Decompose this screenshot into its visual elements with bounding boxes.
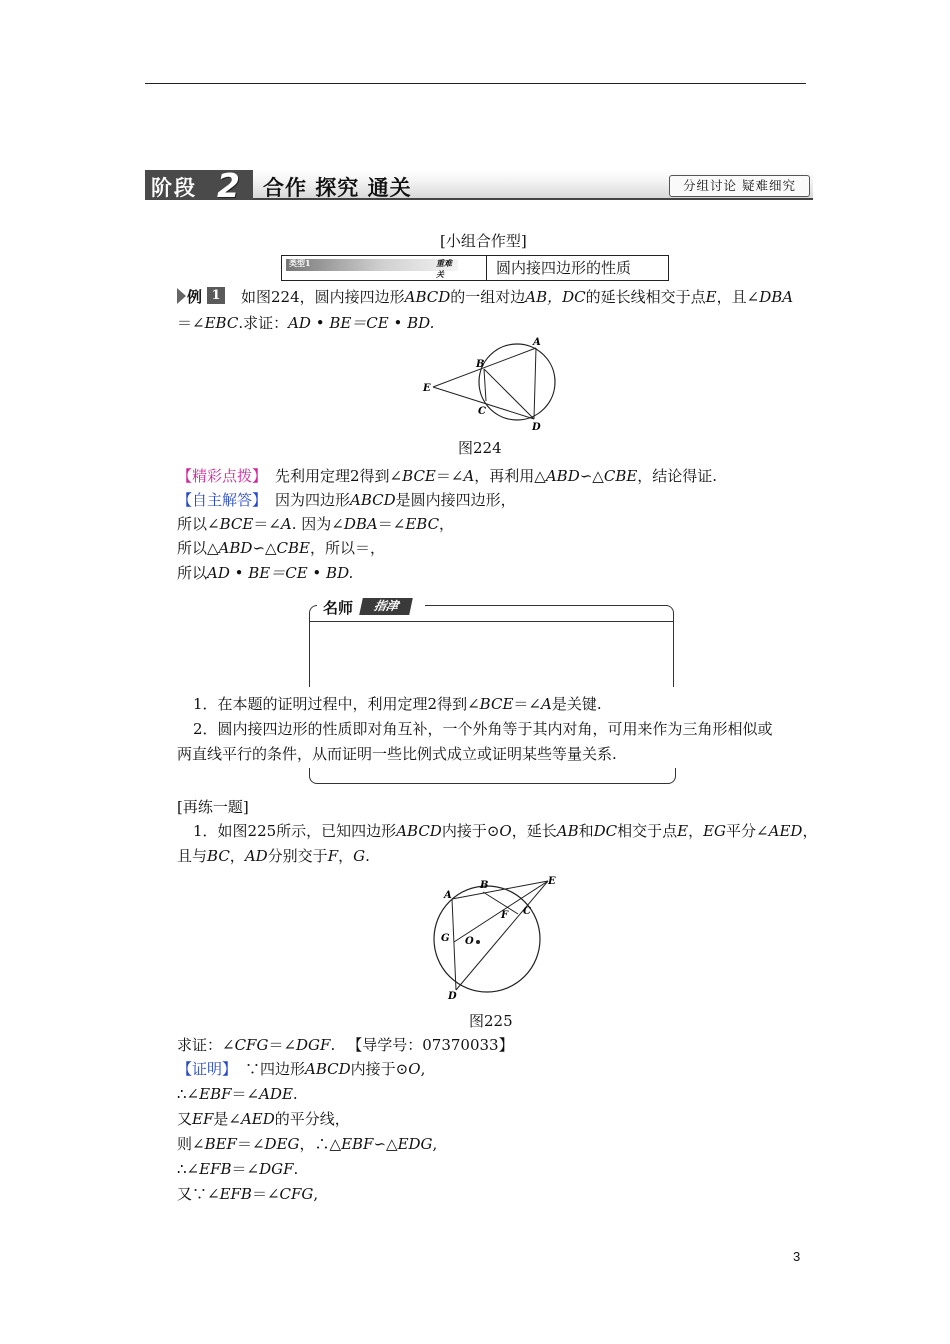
var: BCE bbox=[479, 695, 514, 713]
var: ABD bbox=[545, 467, 580, 485]
text: 的一组对边 bbox=[450, 288, 526, 306]
note-2-line1: 2．圆内接四边形的性质即对角互补，一个外角等于其内对角，可用来作为三角形相似或 bbox=[193, 720, 773, 738]
var: ADE bbox=[259, 1085, 293, 1103]
text: 又∵∠ bbox=[177, 1185, 220, 1203]
var: DGF bbox=[296, 1036, 331, 1054]
type-strip bbox=[286, 258, 458, 279]
var: EFB bbox=[219, 1185, 252, 1203]
var: DEG bbox=[264, 1135, 300, 1153]
label-C: C bbox=[478, 406, 486, 417]
text: ，∴△ bbox=[299, 1135, 342, 1153]
text: ， bbox=[439, 515, 455, 533]
teacher-box-bottom bbox=[309, 768, 676, 784]
text: 因为四边形 bbox=[275, 491, 351, 509]
example-arrow-icon bbox=[177, 288, 186, 304]
stage-banner bbox=[145, 166, 813, 205]
text: ，且∠ bbox=[716, 288, 760, 306]
practice-line1 bbox=[193, 821, 817, 841]
var: AD • BE＝CE • BD. bbox=[207, 564, 354, 582]
text: ，再利用△ bbox=[474, 467, 546, 485]
text: . 因为∠ bbox=[291, 515, 344, 533]
proof-line2 bbox=[177, 1084, 298, 1104]
text: ∴∠ bbox=[177, 1085, 200, 1103]
stage-number: 2 bbox=[217, 166, 240, 205]
var: EBF bbox=[341, 1135, 374, 1153]
solution-line4 bbox=[177, 563, 353, 583]
var: EFB bbox=[199, 1160, 232, 1178]
proof-line5 bbox=[177, 1159, 298, 1179]
example-text-line2 bbox=[177, 313, 434, 333]
text: ＝∠ bbox=[253, 515, 281, 533]
note-1 bbox=[193, 694, 602, 714]
text: ＝∠ bbox=[231, 1085, 260, 1103]
var: AD bbox=[244, 847, 268, 865]
type-label: 类型1 bbox=[289, 258, 311, 268]
var: CBE bbox=[276, 539, 310, 557]
text: ∽△ bbox=[252, 539, 277, 557]
text: 且与 bbox=[177, 847, 208, 865]
var: AB，DC bbox=[525, 288, 586, 306]
text: . bbox=[293, 1160, 299, 1178]
stage-word: 阶段 bbox=[151, 176, 197, 200]
var: A bbox=[280, 515, 292, 533]
page-number: 3 bbox=[793, 1249, 801, 1264]
figure-225-caption: 图225 bbox=[469, 1012, 513, 1030]
hint-tag: 【精彩点拨】 bbox=[177, 467, 268, 485]
line-BC bbox=[484, 369, 486, 401]
example-label bbox=[177, 286, 227, 306]
text: 1．在本题的证明过程中，利用定理2得到∠ bbox=[193, 695, 480, 713]
var: AD • BE＝CE • BD. bbox=[288, 314, 435, 332]
var: CBE bbox=[603, 467, 638, 485]
example-word: 例 bbox=[187, 288, 203, 306]
text: 所以 bbox=[177, 564, 208, 582]
label-F: F bbox=[501, 910, 509, 921]
text: 是圆内接四边形， bbox=[395, 491, 516, 509]
var: AED bbox=[240, 1110, 275, 1128]
proof-line6 bbox=[177, 1184, 318, 1204]
var: ABD bbox=[218, 539, 253, 557]
var: BC bbox=[207, 847, 230, 865]
text: . bbox=[292, 1085, 298, 1103]
label-O: O bbox=[465, 936, 474, 947]
text: 内接于⊙ bbox=[441, 822, 500, 840]
var: F bbox=[327, 847, 339, 865]
example-number: 1 bbox=[207, 287, 225, 304]
label-C: C bbox=[523, 906, 531, 917]
text: ∴∠ bbox=[177, 1160, 200, 1178]
var: BCE bbox=[219, 515, 254, 533]
var: G bbox=[353, 847, 366, 865]
figure-224-caption: 图224 bbox=[458, 439, 502, 457]
type-divider bbox=[486, 256, 487, 280]
center-dot bbox=[476, 940, 480, 944]
hint-line bbox=[177, 466, 717, 486]
var: EBF bbox=[199, 1085, 232, 1103]
stage-tag: 分组讨论 疑难细究 bbox=[669, 175, 810, 197]
label-D: D bbox=[532, 422, 541, 433]
text: 的延长线相交于点 bbox=[585, 288, 706, 306]
text: ∽△ bbox=[373, 1135, 398, 1153]
reference-number: 【导学号：07370033】 bbox=[347, 1036, 514, 1054]
text: ， bbox=[338, 847, 354, 865]
text: ∵四边形 bbox=[245, 1060, 306, 1078]
text: 1．如图225所示，已知四边形 bbox=[193, 822, 397, 840]
text: 和 bbox=[578, 822, 594, 840]
text: 平分∠ bbox=[726, 822, 769, 840]
proof-line3 bbox=[177, 1109, 350, 1129]
var: DBA bbox=[759, 288, 794, 306]
text: 先利用定理2得到∠ bbox=[275, 467, 403, 485]
text: 的平分线， bbox=[274, 1110, 350, 1128]
var: CFG bbox=[234, 1036, 269, 1054]
text: , bbox=[420, 1060, 426, 1078]
text: ＝∠ bbox=[513, 695, 541, 713]
var: ABCD bbox=[396, 822, 442, 840]
text: . bbox=[365, 847, 370, 865]
figure-224 bbox=[420, 333, 570, 435]
var: CFG bbox=[279, 1185, 314, 1203]
note-2-line2: 两直线平行的条件，从而证明一些比例式成立或证明某些等量关系. bbox=[177, 745, 617, 763]
var: DGF bbox=[259, 1160, 294, 1178]
text: 是关键. bbox=[551, 695, 602, 713]
text: 内接于⊙ bbox=[350, 1060, 409, 1078]
var: EBC bbox=[405, 515, 440, 533]
var: O bbox=[408, 1060, 421, 1078]
label-G: G bbox=[441, 933, 450, 944]
stage-title: 合作 探究 通关 bbox=[263, 176, 412, 200]
text: ＝∠ bbox=[251, 1185, 280, 1203]
var: AB bbox=[556, 822, 579, 840]
text: ＝∠ bbox=[435, 467, 464, 485]
text: , bbox=[432, 1135, 438, 1153]
type-tag: 重难关 bbox=[436, 258, 452, 279]
circle bbox=[434, 886, 540, 992]
teacher-box-inner-line bbox=[309, 621, 674, 622]
text: 相交于点 bbox=[617, 822, 678, 840]
text: 是∠ bbox=[213, 1110, 241, 1128]
var: E bbox=[677, 822, 689, 840]
prove-line bbox=[177, 1035, 514, 1055]
teacher-badge: 指津 bbox=[359, 598, 413, 615]
teacher-word: 名师 bbox=[323, 599, 354, 617]
text: .求证： bbox=[238, 314, 289, 332]
var: EBC bbox=[204, 314, 239, 332]
text: 则∠ bbox=[177, 1135, 205, 1153]
figure-225 bbox=[420, 872, 566, 1002]
proof-line1 bbox=[177, 1059, 425, 1079]
top-rule bbox=[145, 83, 806, 84]
teacher-box-tab bbox=[317, 597, 425, 619]
label-B: B bbox=[480, 880, 489, 891]
var: DBA bbox=[343, 515, 378, 533]
var: A bbox=[463, 467, 475, 485]
var: EF bbox=[192, 1110, 214, 1128]
text: ＝∠ bbox=[268, 1036, 297, 1054]
text: , bbox=[313, 1185, 319, 1203]
practice-header: [再练一题] bbox=[177, 798, 249, 816]
stage-box bbox=[145, 166, 253, 205]
var: E bbox=[705, 288, 717, 306]
label-A: A bbox=[444, 890, 452, 901]
text: ，延长 bbox=[511, 822, 557, 840]
text: 所以∠ bbox=[177, 515, 220, 533]
text: ，结论得证. bbox=[637, 467, 718, 485]
solution-line1 bbox=[177, 490, 516, 510]
type-title: 圆内接四边形的性质 bbox=[496, 259, 632, 277]
text: ， bbox=[802, 822, 818, 840]
solution-tag: 【自主解答】 bbox=[177, 491, 268, 509]
teacher-box bbox=[309, 599, 676, 687]
section-type: [小组合作型] bbox=[440, 232, 527, 250]
solution-line2 bbox=[177, 514, 454, 534]
label-A: A bbox=[533, 337, 541, 348]
text: ＝∠ bbox=[231, 1160, 260, 1178]
practice-line2 bbox=[177, 846, 370, 866]
label-D: D bbox=[448, 991, 457, 1002]
text: 又 bbox=[177, 1110, 193, 1128]
text: ， bbox=[688, 822, 704, 840]
text: ＝∠ bbox=[177, 314, 205, 332]
solution-line3 bbox=[177, 538, 385, 558]
line-AD bbox=[534, 348, 536, 419]
var: ABCD bbox=[350, 491, 396, 509]
type-box bbox=[281, 255, 669, 281]
line-AD bbox=[452, 899, 456, 990]
proof-line4 bbox=[177, 1134, 437, 1154]
proof-tag: 【证明】 bbox=[177, 1060, 238, 1078]
example-text-line1 bbox=[241, 287, 793, 307]
text: 所以△ bbox=[177, 539, 219, 557]
text: 求证：∠ bbox=[177, 1036, 235, 1054]
var: ABCD bbox=[305, 1060, 351, 1078]
var: AED bbox=[768, 822, 803, 840]
var: A bbox=[540, 695, 552, 713]
text: ，所以＝， bbox=[310, 539, 386, 557]
var: BEF bbox=[204, 1135, 237, 1153]
text: ＝∠ bbox=[377, 515, 406, 533]
var: BCE bbox=[402, 467, 436, 485]
text: . bbox=[330, 1036, 336, 1054]
text: ， bbox=[229, 847, 245, 865]
text: 如图224，圆内接四边形 bbox=[241, 288, 405, 306]
var: EDG bbox=[397, 1135, 433, 1153]
label-E: E bbox=[423, 383, 431, 394]
label-B: B bbox=[476, 359, 485, 370]
var: EG bbox=[703, 822, 727, 840]
text: ∽△ bbox=[579, 467, 604, 485]
var: O bbox=[499, 822, 512, 840]
label-E: E bbox=[548, 876, 556, 887]
text: ＝∠ bbox=[236, 1135, 265, 1153]
var: DC bbox=[593, 822, 618, 840]
text: 分别交于 bbox=[267, 847, 328, 865]
var: ABCD bbox=[404, 288, 451, 306]
